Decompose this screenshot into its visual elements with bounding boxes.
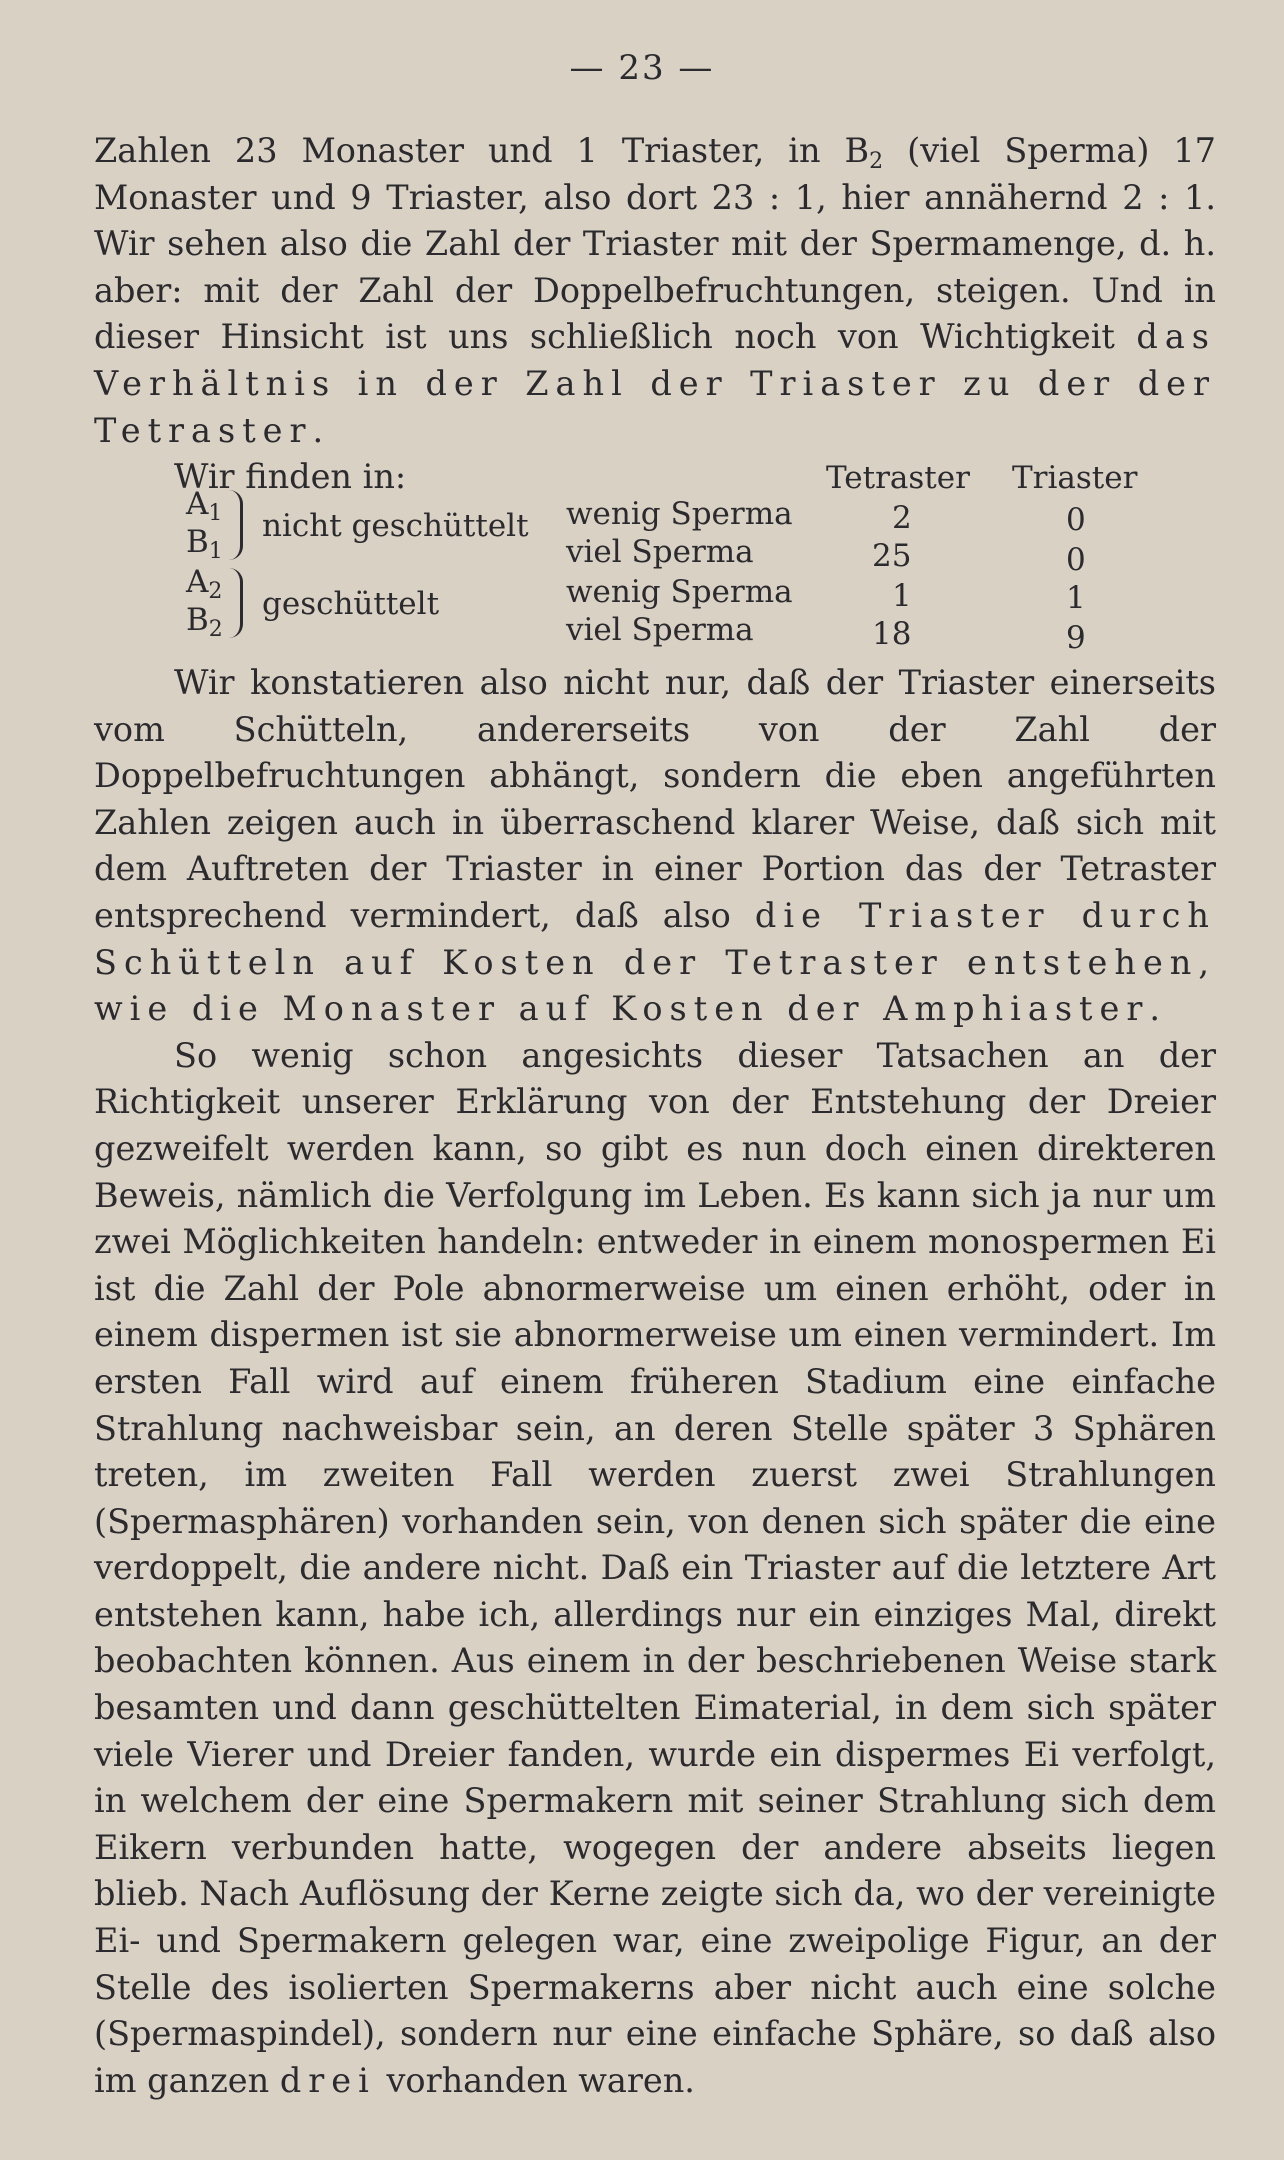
triaster-value: 0 [1066, 502, 1086, 538]
brace-group-2 [228, 568, 243, 638]
paragraph-1 [94, 128, 1216, 501]
triaster-value: 0 [1066, 542, 1086, 578]
paragraph-3 [94, 660, 1216, 2104]
triaster-value: 1 [1066, 580, 1086, 616]
condition-group-2: geschüttelt [262, 586, 440, 622]
para4-spaced-text: drei [279, 2060, 376, 2100]
row-label-b2: $B_2$ [186, 602, 223, 642]
para1-subscript: 2 [869, 149, 884, 174]
sperma-label: viel Sperma [566, 612, 754, 648]
sperma-label: wenig Sperma [566, 496, 793, 532]
tetraster-value: 2 [892, 500, 912, 536]
para3-spaced-text: die Triaster durch Schütteln auf Kosten der Tetraster entstehen, wie die Monaster auf Kosten der Amphiaster [94, 895, 1216, 1029]
para1-spaced-text: das Verhältnis in der Zahl der Triaster zu der der Tetraster [94, 317, 1216, 450]
tetraster-value: 25 [872, 538, 912, 574]
paragraph-2: Wir finden in: [174, 457, 407, 497]
tetraster-value: 1 [892, 578, 912, 614]
para1-text-b: (viel Sperma) 17 Monaster und 9 Triaster, also dort 23 : 1, hier annähernd 2 : 1. Wir sehen also die Zahl der Triaster mit der Spermamenge, d. h. aber: mit der Zahl der Doppelbefruchtungen, steigen. Und in dieser Hinsicht ist uns schließlich noch von Wichtigkeit [94, 131, 1216, 357]
page-number: — 23 — [569, 48, 715, 88]
sperma-label: wenig Sperma [566, 574, 793, 610]
para4-end: vorhanden waren. [375, 2060, 695, 2100]
brace-group-1 [228, 490, 243, 560]
row-label-a1: $A_1$ [186, 486, 223, 526]
table-header-tetraster: Tetraster [826, 460, 970, 496]
condition-group-1: nicht geschüttelt [262, 508, 529, 544]
para1-text-a: Zahlen 23 Monaster und 1 Triaster, in B [94, 131, 870, 170]
triaster-value: 9 [1066, 620, 1086, 656]
table-header-triaster: Triaster [1012, 460, 1138, 496]
para4-text: So wenig schon angesichts dieser Tatsachen an der Richtigkeit unserer Erklärung von der Entstehung der Dreier gezweifelt werden kann, so gibt es nun doch einen direkteren Beweis, nämlich die Verfolgung im Leben. Es kann sich ja nur um zwei Möglichkeiten handeln: entweder in einem monospermen Ei ist die Zahl der Pole abnormerweise um einen erhöht, oder in einem dispermen ist sie abnormerweise um einen vermindert. Im ersten Fall wird auf einem früheren Stadium eine einfache Strahlung nachweisbar sein, an deren Stelle später 3 Sphären treten, im zweiten Fall werden zuerst zwei Strahlungen (Spermasphären) vorhanden sein, von denen sich später die eine verdoppelt, die andere nicht. Daß ein Triaster auf die letztere Art entstehen kann, habe ich, allerdings nur ein einziges Mal, direkt beobachten können. Aus einem in der beschriebenen Weise stark besamten und dann geschüttelten Eimaterial, in dem sich später viele Vierer und Dreier fanden, wurde ein dispermes Ei verfolgt, in welchem der eine Spermakern mit seiner Strahlung sich dem Eikern verbunden hatte, wogegen der andere abseits liegen blieb. Nach Auflösung der Kerne zeigte sich da, wo der vereinigte Ei- und Spermakern gelegen war, eine zweipolige Figur, an der Stelle des isolierten Spermakerns aber nicht auch eine solche (Spermaspindel), sondern nur eine einfache Sphäre, so daß also im ganzen [94, 1035, 1216, 2100]
row-label-b1: $B_1$ [186, 524, 223, 564]
data-table [186, 460, 1146, 656]
sperma-label: viel Sperma [566, 534, 754, 570]
tetraster-value: 18 [872, 616, 912, 652]
row-label-a2: $A_2$ [186, 564, 223, 604]
para1-end: . [312, 410, 324, 450]
para3-text: Wir konstatieren also nicht nur, daß der Triaster einerseits vom Schütteln, andererseits von der Zahl der Doppelbefruchtungen abhängt, sondern die eben angeführten Zahlen zeigen auch in überraschend klarer Weise, daß sich mit dem Auftreten der Triaster in einer Portion das der Tetraster entsprechend vermindert, daß also [94, 663, 1216, 935]
para3-end: . [1149, 989, 1160, 1029]
